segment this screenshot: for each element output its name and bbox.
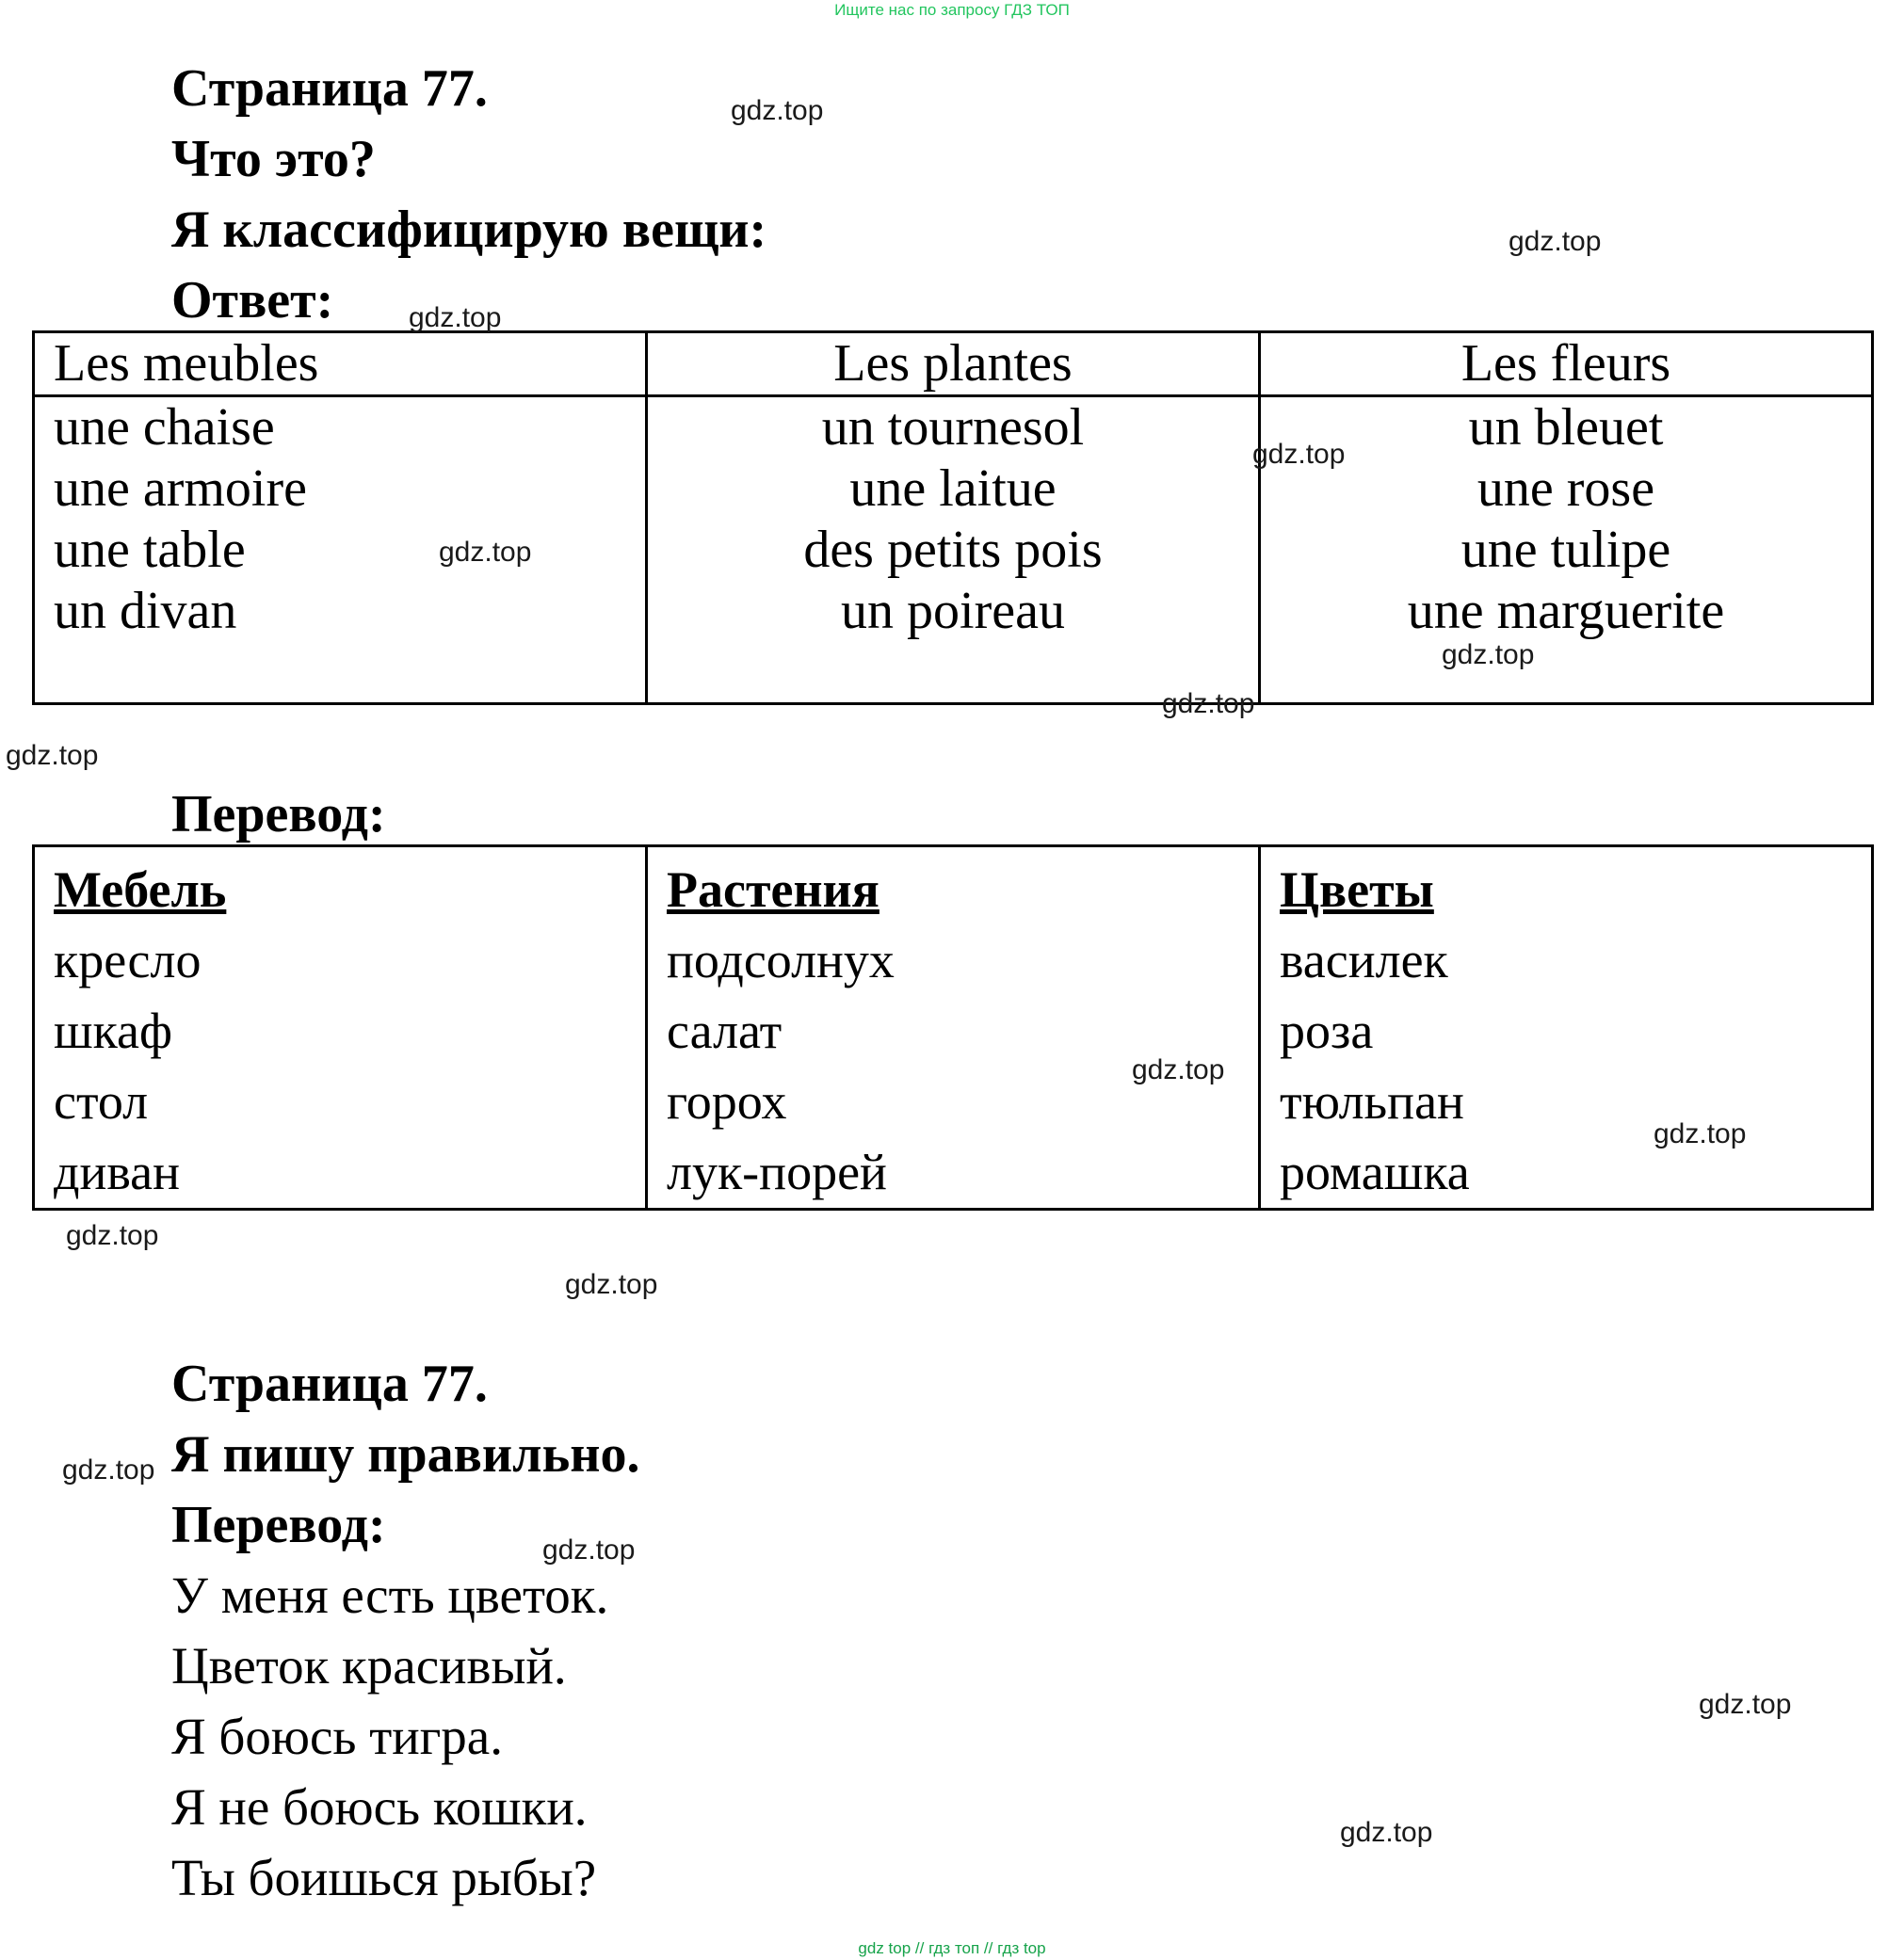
answer-cell-fleurs: [1260, 396, 1873, 704]
watermark: gdz.top: [439, 537, 532, 568]
top-banner: Ищите нас по запросу ГДЗ ТОП: [834, 1, 1070, 19]
list-item: диван: [54, 1144, 181, 1200]
answer-table-header-row: [34, 332, 1873, 396]
list-item: une tulipe: [1460, 521, 1671, 579]
page-label-2: Страница 77.: [171, 1355, 488, 1413]
list-item: стол: [54, 1073, 149, 1130]
translation-table: [32, 844, 1874, 1211]
watermark: gdz.top: [1340, 1817, 1433, 1848]
list-item: des petits pois: [803, 521, 1103, 579]
list-item: роза: [1280, 1003, 1374, 1059]
translation-cell-furniture: [34, 846, 647, 1210]
list-item: une laitue: [849, 459, 1057, 518]
translation-table-row: [34, 846, 1873, 1210]
watermark: gdz.top: [1699, 1689, 1792, 1720]
translation-label-2: Перевод:: [171, 1496, 386, 1554]
list-item: une chaise: [54, 398, 275, 457]
translation-cell-plants: [647, 846, 1260, 1210]
list-item: лук-порей: [667, 1144, 887, 1200]
translation-col-header: Растения: [667, 861, 879, 918]
answer-table: [32, 330, 1874, 705]
watermark: gdz.top: [1654, 1118, 1747, 1149]
translation-col-header: Цветы: [1280, 861, 1434, 918]
bottom-banner: gdz top // гдз топ // гдз top: [858, 1939, 1046, 1957]
sentence: У меня есть цветок.: [171, 1566, 609, 1624]
exercise-title-2: Я пишу правильно.: [171, 1425, 640, 1484]
watermark: gdz.top: [731, 95, 824, 126]
list-item: une marguerite: [1407, 582, 1725, 640]
list-item: шкаф: [54, 1003, 172, 1059]
translation-cell-flowers: [1260, 846, 1873, 1210]
answer-col-header-plantes: Les plantes: [647, 332, 1260, 396]
list-item: кресло: [54, 932, 202, 988]
sentence: Ты боишься рыбы?: [171, 1849, 597, 1906]
watermark: gdz.top: [565, 1269, 658, 1300]
watermark: gdz.top: [1162, 688, 1255, 719]
exercise-task: Я классифицирую вещи:: [171, 201, 767, 259]
answer-table-row: [34, 396, 1873, 704]
list-item: un divan: [54, 582, 237, 640]
watermark: gdz.top: [66, 1220, 159, 1251]
translation-label: Перевод:: [171, 785, 386, 843]
list-item: une armoire: [54, 459, 307, 518]
list-item: un tournesol: [821, 398, 1085, 457]
watermark: gdz.top: [1252, 439, 1346, 470]
answer-col-header-fleurs: Les fleurs: [1260, 332, 1873, 396]
answer-cell-plantes: [647, 396, 1260, 704]
page-label: Страница 77.: [171, 59, 488, 118]
list-item: тюльпан: [1280, 1073, 1464, 1130]
list-item: василек: [1280, 932, 1448, 988]
list-item: un poireau: [841, 582, 1065, 640]
watermark: gdz.top: [542, 1534, 636, 1566]
list-item: подсолнух: [667, 932, 895, 988]
list-item: горох: [667, 1073, 787, 1130]
answer-col-header-meubles: Les meubles: [34, 332, 647, 396]
watermark: gdz.top: [6, 740, 99, 771]
sentence: Я боюсь тигра.: [171, 1708, 503, 1765]
list-item: un bleuet: [1468, 398, 1664, 457]
sentence: Я не боюсь кошки.: [171, 1778, 588, 1836]
answer-cell-meubles: [34, 396, 647, 704]
watermark: gdz.top: [1132, 1054, 1225, 1085]
list-item: салат: [667, 1003, 783, 1059]
watermark: gdz.top: [409, 302, 502, 333]
exercise-title: Что это?: [171, 130, 376, 188]
answer-label: Ответ:: [171, 271, 334, 329]
list-item: ромашка: [1280, 1144, 1470, 1200]
sentence: Цветок красивый.: [171, 1637, 567, 1695]
translation-col-header: Мебель: [54, 861, 227, 918]
watermark: gdz.top: [62, 1454, 155, 1486]
list-item: une rose: [1476, 459, 1655, 518]
watermark: gdz.top: [1509, 226, 1602, 257]
list-item: une table: [54, 521, 246, 579]
watermark: gdz.top: [1442, 639, 1535, 670]
